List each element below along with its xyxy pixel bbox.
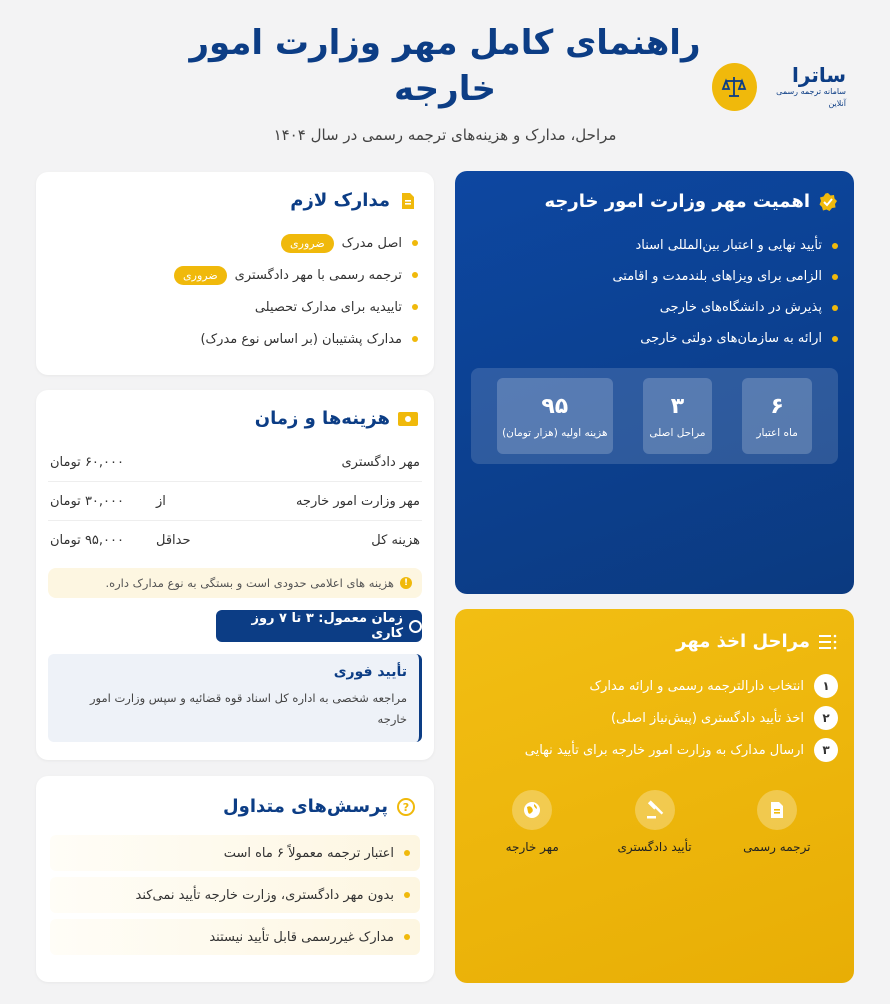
instant-approval-title: تأیید فوری <box>333 664 407 680</box>
bullet-dot <box>832 336 838 342</box>
faq-item[interactable] <box>50 877 420 913</box>
cost-label: مهر دادگستری <box>341 454 420 470</box>
importance-text: ارائه به سازمان‌های دولتی خارجی <box>640 331 822 346</box>
list-item <box>52 323 418 355</box>
list-item <box>52 259 418 291</box>
bullet-dot <box>404 934 410 940</box>
list-item <box>471 292 838 323</box>
list-item <box>471 230 838 261</box>
step-item <box>471 734 838 766</box>
page-subtitle: مراحل، مدارک و هزینه‌های ترجمه رسمی در سال ۱۴۰۴ <box>273 126 617 144</box>
step-number: ۲ <box>814 706 838 730</box>
cost-label: مهر وزارت امور خارجه <box>295 493 420 509</box>
stage-label: تأیید دادگستری <box>617 840 692 854</box>
step-label: اخذ تأیید دادگستری (پیش‌نیاز اصلی) <box>610 710 804 726</box>
importance-card <box>455 171 854 594</box>
list-icon <box>818 632 838 652</box>
bullet-dot <box>412 304 418 310</box>
bullet-dot <box>404 892 410 898</box>
stats-panel <box>471 368 838 464</box>
step-item <box>471 670 838 702</box>
globe-icon <box>512 790 552 830</box>
gavel-icon <box>635 790 675 830</box>
cost-row <box>48 443 422 482</box>
stage-foreign <box>477 790 587 854</box>
list-item <box>52 227 418 259</box>
cost-value: ۶۰,۰۰۰ تومان <box>50 454 124 470</box>
cost-value: ۳۰,۰۰۰ تومان <box>50 493 124 509</box>
bullet-dot <box>412 272 418 278</box>
stat-label: مراحل اصلی <box>649 426 706 439</box>
faq-item[interactable] <box>50 835 420 871</box>
list-item <box>471 261 838 292</box>
document-icon <box>757 790 797 830</box>
note-text: هزینه های اعلامی حدودی است و بستگی به نوع مدارک داره. <box>105 576 394 590</box>
logo-name: ساترا <box>792 63 846 87</box>
bullet-dot <box>832 243 838 249</box>
stage-label: مهر خارجه <box>505 840 559 854</box>
steps-title: مراحل اخذ مهر <box>676 631 810 652</box>
doc-label: ترجمه رسمی با مهر دادگستری <box>234 267 402 283</box>
costs-title: هزینه‌ها و زمان <box>254 408 390 429</box>
list-item <box>471 323 838 354</box>
bullet-dot <box>832 305 838 311</box>
stat-label: هزینه اولیه (هزار تومان) <box>502 426 608 439</box>
list-item <box>52 291 418 323</box>
required-badge: ضروری <box>174 266 227 285</box>
stage-judiciary <box>600 790 710 854</box>
faq-card <box>36 776 434 982</box>
faq-title: پرسش‌های متداول <box>223 796 388 817</box>
importance-text: پذیرش در دانشگاه‌های خارجی <box>659 300 822 315</box>
stage-translation <box>722 790 832 854</box>
scales-icon <box>712 63 757 111</box>
brand-logo[interactable] <box>712 62 846 112</box>
stat-value: ۶ <box>770 393 784 419</box>
time-label: زمان معمول: ۳ تا ۷ روز کاری <box>251 611 404 641</box>
doc-label: تاییدیه برای مدارک تحصیلی <box>254 299 402 315</box>
stat-value: ۳ <box>670 393 685 419</box>
question-icon <box>396 797 416 817</box>
usual-time-badge <box>216 610 422 642</box>
importance-text: تأیید نهایی و اعتبار بین‌المللی اسناد <box>635 238 822 253</box>
stage-label: ترجمه رسمی <box>743 840 811 854</box>
stat-box <box>497 378 613 454</box>
faq-text: مدارک غیررسمی قابل تأیید نیستند <box>209 929 394 945</box>
step-number: ۳ <box>814 738 838 762</box>
document-icon <box>398 191 418 211</box>
cost-prefix: از <box>155 493 166 509</box>
faq-text: بدون مهر دادگستری، وزارت خارجه تأیید نمی‌کند <box>135 887 394 903</box>
bullet-dot <box>404 850 410 856</box>
bullet-dot <box>412 240 418 246</box>
docs-title: مدارک لازم <box>290 190 390 211</box>
costs-time-card <box>36 390 434 760</box>
cost-row <box>48 482 422 521</box>
page-title: راهنمای کامل مهر وزارت امور خارجه <box>189 23 701 109</box>
step-label: ارسال مدارک به وزارت امور خارجه برای تأیید نهایی <box>524 742 804 758</box>
bullet-dot <box>832 274 838 280</box>
money-icon <box>398 409 418 429</box>
cost-row <box>48 521 422 560</box>
faq-text: اعتبار ترجمه معمولاً ۶ ماه است <box>223 845 394 861</box>
instant-approval-box <box>48 654 422 742</box>
stat-box <box>742 378 812 454</box>
doc-label: مدارک پشتیبان (بر اساس نوع مدرک) <box>200 331 402 347</box>
logo-tagline: سامانه ترجمه رسمی آنلاین <box>776 87 846 108</box>
steps-card <box>455 609 854 983</box>
faq-item[interactable] <box>50 919 420 955</box>
clock-icon <box>409 620 422 633</box>
cost-value: ۹۵,۰۰۰ تومان <box>50 533 124 548</box>
required-documents-card <box>36 172 434 375</box>
required-badge: ضروری <box>281 234 334 253</box>
stat-label: ماه اعتبار <box>756 426 798 439</box>
cost-prefix: حداقل <box>155 533 191 548</box>
step-item <box>471 702 838 734</box>
bullet-dot <box>412 336 418 342</box>
stat-value: ۹۵ <box>541 393 569 419</box>
svg-text:?: ? <box>402 800 410 814</box>
cost-label: هزینه کل <box>371 533 420 548</box>
verified-badge-icon <box>818 192 838 212</box>
importance-text: الزامی برای ویزاهای بلندمدت و اقامتی <box>612 269 822 284</box>
step-label: انتخاب دارالترجمه رسمی و ارائه مدارک <box>589 678 804 694</box>
doc-label: اصل مدرک <box>341 235 402 251</box>
info-icon: ! <box>400 577 412 589</box>
instant-approval-desc: مراجعه شخصی به اداره کل اسناد قوه قضائیه و سپس وزارت امور خارجه <box>89 691 407 726</box>
stat-box <box>643 378 713 454</box>
importance-title: اهمیت مهر وزارت امور خارجه <box>544 191 810 212</box>
cost-note <box>48 568 422 598</box>
step-number: ۱ <box>814 674 838 698</box>
